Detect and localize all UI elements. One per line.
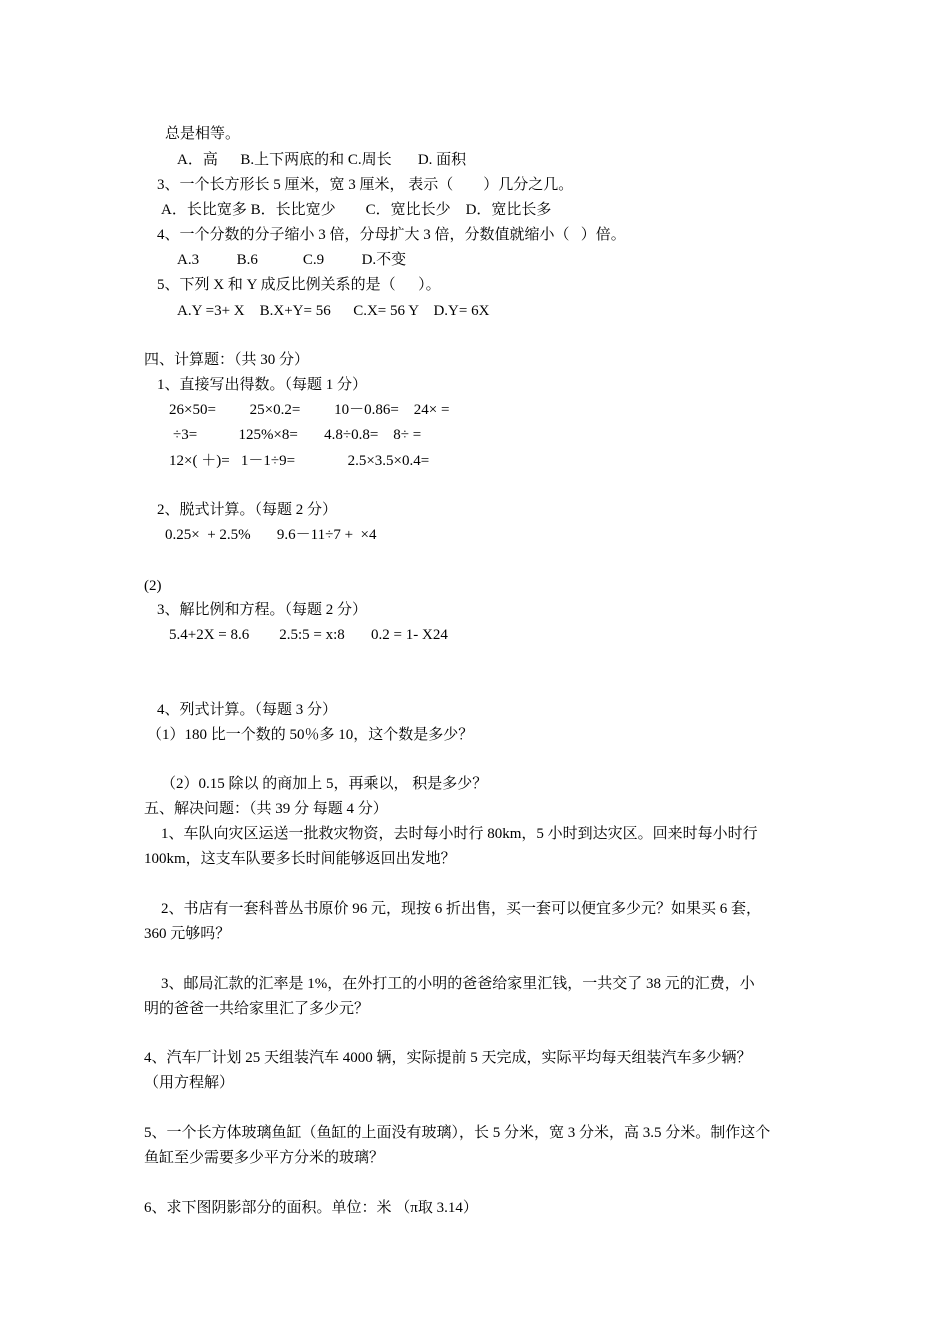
text-line: 2、书店有一套科普丛书原价 96 元，现按 6 折出售，买一套可以便宜多少元？如果买 6 套，	[161, 901, 762, 917]
text-line: (2)	[144, 578, 162, 594]
text-line: 4、列式计算。（每题 3 分）	[157, 702, 338, 718]
section-heading: 四、计算题：（共 30 分）	[144, 352, 310, 368]
text-line: 明的爸爸一共给家里汇了多少元？	[144, 1001, 370, 1017]
text-line: 总是相等。	[165, 126, 241, 142]
text-line: 1、直接写出得数。（每题 1 分）	[157, 377, 368, 393]
text-line: A．长比宽多 B．长比宽少 C．宽比长少 D．宽比长多	[161, 202, 552, 218]
text-line: 360 元够吗？	[144, 926, 231, 942]
text-line: 鱼缸至少需要多少平方分米的玻璃？	[144, 1150, 385, 1166]
section-heading: 五、解决问题：（共 39 分 每题 4 分）	[144, 801, 388, 817]
text-line: 3、解比例和方程。（每题 2 分）	[157, 602, 368, 618]
text-line: 0.25× + 2.5% 9.6－11÷7 + ×4	[165, 527, 377, 543]
text-line: 5.4+2X = 8.6 2.5:5 = x:8 0.2 = 1- X24	[169, 627, 448, 643]
text-line: 4、汽车厂计划 25 天组装汽车 4000 辆，实际提前 5 天完成，实际平均每天组装汽车多少辆？	[144, 1050, 752, 1066]
text-line: A.3 B.6 C.9 D.不变	[177, 252, 407, 268]
text-line: （1）180 比一个数的 50％多 10，这个数是多少？	[147, 727, 474, 743]
text-line: 1、车队向灾区运送一批救灾物资，去时每小时行 80km，5 小时到达灾区。回来时每小时行	[161, 826, 758, 842]
text-line: A．高 B.上下两底的和 C.周长 D. 面积	[177, 152, 467, 168]
text-line: 3、一个长方形长 5 厘米，宽 3 厘米， 表示（ ）几分之几。	[157, 177, 574, 193]
text-line: 6、求下图阴影部分的面积。单位：米 （π取 3.14）	[144, 1200, 478, 1216]
text-line: 5、下列 X 和 Y 成反比例关系的是（ ）。	[157, 277, 441, 293]
text-line: 4、一个分数的分子缩小 3 倍，分母扩大 3 倍，分数值就缩小（ ）倍。	[157, 227, 626, 243]
text-line: 5、一个长方体玻璃鱼缸（鱼缸的上面没有玻璃），长 5 分米，宽 3 分米，高 3.5 分米。制作这个	[144, 1125, 771, 1141]
text-line: 3、邮局汇款的汇率是 1%，在外打工的小明的爸爸给家里汇钱，一共交了 38 元的汇费，小	[161, 976, 755, 992]
text-line: 100km，这支车队要多长时间能够返回出发地？	[144, 851, 456, 867]
text-line: ÷3= 125%×8= 4.8÷0.8= 8÷ =	[173, 427, 422, 443]
text-line: 26×50= 25×0.2= 10－0.86= 24× =	[169, 402, 450, 418]
text-line: A.Y =3+ X B.X+Y= 56 C.X= 56 Y D.Y= 6X	[177, 303, 490, 319]
text-line: （2）0.15 除以 的商加上 5，再乘以， 积是多少？	[161, 776, 488, 792]
text-line: （用方程解）	[144, 1075, 235, 1091]
text-line: 2、脱式计算。（每题 2 分）	[157, 502, 338, 518]
text-line: 12×( ＋)= 1－1÷9= 2.5×3.5×0.4=	[169, 453, 430, 469]
